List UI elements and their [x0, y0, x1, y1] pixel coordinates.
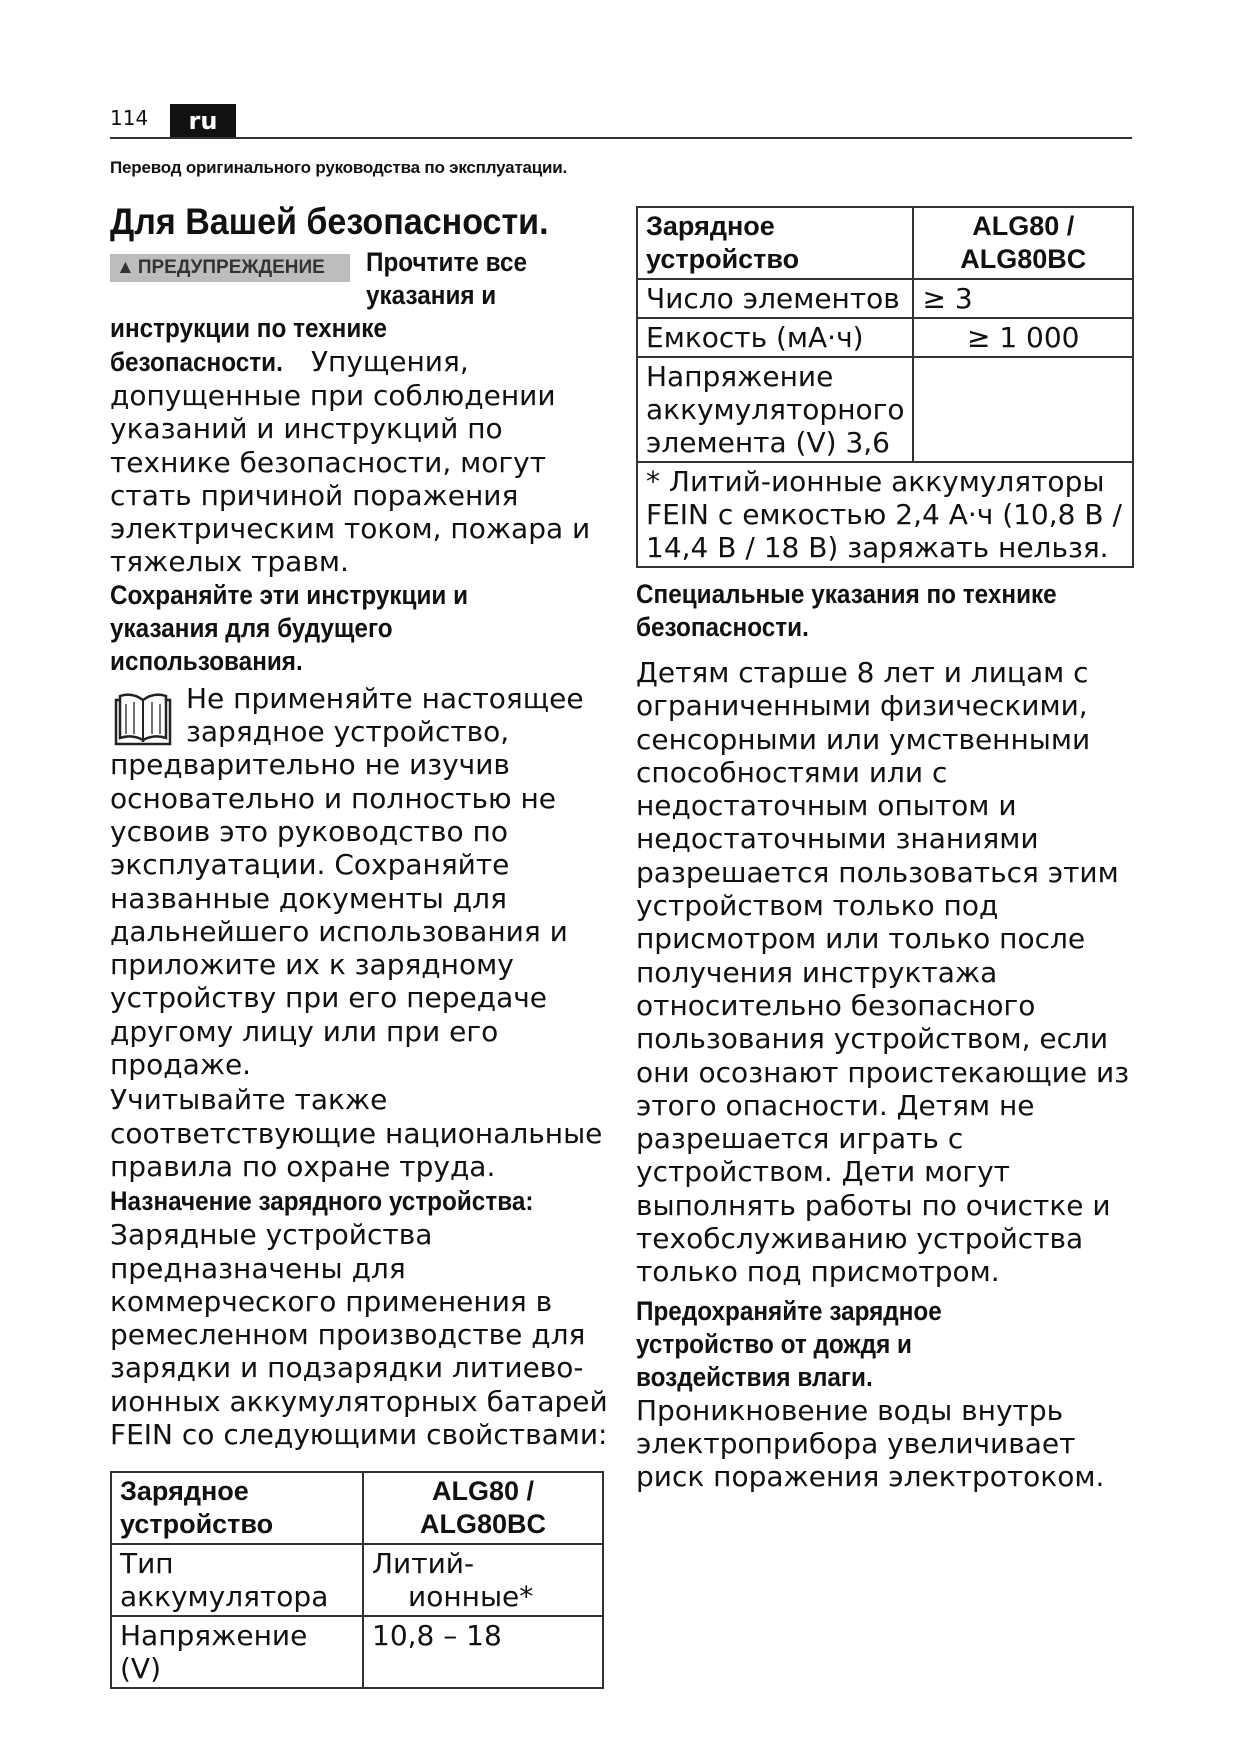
- table-cell-value-line: ионные*: [408, 1580, 534, 1614]
- special-heading-line: безопасности.: [636, 612, 809, 642]
- keep-heading: Сохраняйте эти инструкции и: [110, 579, 469, 610]
- table-cell-value: [363, 1544, 603, 1616]
- table-cell-value: ≥ 1 000: [913, 318, 1133, 357]
- purpose-text: Зарядные устройства предназначены для коммерческого применения в ремесленном производстве для зарядки и подзарядки литиево-ионных аккумуляторных батарей FEIN со следующими свойствами:: [110, 1218, 608, 1452]
- table-cell-label-line: [646, 426, 904, 459]
- warning-lead-line: Прочтите все: [366, 247, 528, 277]
- warning-paragraph: [110, 345, 610, 379]
- table-cell-label: [637, 357, 913, 462]
- table-header-label-line: устройство: [120, 1509, 274, 1540]
- rain-heading-line: воздействия влаги.: [636, 1361, 873, 1392]
- warning-badge: [110, 254, 350, 282]
- table-header-label-line: устройство: [646, 244, 800, 274]
- warning-lead: [366, 246, 545, 312]
- table-row: [637, 279, 1133, 318]
- table-header-model-line: ALG80BC: [419, 1509, 547, 1540]
- table-header-model-line: ALG80 /: [431, 1476, 535, 1507]
- table-cell-value-line: Литий-: [372, 1547, 475, 1581]
- table-cell-label-line: Напряжение: [646, 360, 834, 393]
- table-row: [637, 207, 1133, 279]
- warning-lead-line: указания и: [366, 280, 497, 310]
- table-cell-label-text: элемента (V): [646, 426, 837, 459]
- spec-table-left: [110, 1471, 604, 1689]
- manual-text: Не применяйте настоящее зарядное устройство, предварительно не изучив основательно и полностью не усвоив это руководство по эксплуатации. Сохраняйте названные документы для дальнейшего использования и приложите их к зарядному устройству при его передаче другому лицу или при его продаже.: [110, 681, 584, 1082]
- book-icon: [110, 690, 176, 748]
- table-header-label: [111, 1472, 363, 1544]
- warning-triangle-icon: ▲: [116, 257, 135, 278]
- table-header-model-line: ALG80 /: [972, 211, 1075, 241]
- table-footnote: * Литий-ионные аккумуляторы FEIN с емкостью 2,4 А·ч (10,8 В / 14,4 В / 18 В) заряжать нельзя.: [637, 462, 1133, 567]
- table-row: [637, 357, 1133, 462]
- left-column: [110, 200, 610, 1689]
- spec-table-right: [636, 206, 1134, 568]
- purpose-heading: Назначение зарядного устройства:: [110, 1186, 534, 1217]
- header-rule: [110, 137, 1132, 139]
- table-cell-label: Напряжение (V): [111, 1616, 363, 1688]
- table-cell-value: 10,8 – 18: [363, 1616, 603, 1688]
- rain-heading-line: Предохраняйте зарядное: [636, 1295, 942, 1326]
- warning-badge-label: ПРЕДУПРЕЖДЕНИЕ: [137, 257, 325, 278]
- language-tag: ru: [170, 104, 236, 138]
- special-heading: [636, 578, 1134, 644]
- right-column: [636, 206, 1134, 1494]
- table-row: [111, 1472, 603, 1544]
- children-text: Детям старше 8 лет и лицам с ограниченными физическими, сенсорными или умственными способностями или с недостаточным опытом и недостаточными знаниями разрешается пользоваться этим устройством только под присмотром или только после получения инструктажа относительно безопасного пользования устройством, если они осознают проистекающие из этого опасности. Детям не разрешается играть с устройством. Дети могут выполнять работы по очистке и техобслуживанию устройства только под присмотром.: [636, 656, 1130, 1289]
- warning-text: допущенные при соблюдении указаний и инструкций по технике безопасности, могут стать причиной поражения электрическим током, пожара и тяжелых травм.: [110, 379, 591, 579]
- table-row: [637, 462, 1133, 567]
- table-cell-value: 3,6: [845, 426, 890, 459]
- table-header-label-line: Зарядное: [120, 1476, 249, 1507]
- rain-heading-line: устройство от дождя и: [636, 1328, 912, 1359]
- page-number: 114: [110, 106, 149, 130]
- table-header-model: [913, 207, 1133, 279]
- table-header-label-line: Зарядное: [646, 211, 775, 241]
- table-header-model: [363, 1472, 603, 1544]
- warning-row: [110, 246, 610, 312]
- keep-heading: использования.: [110, 645, 303, 676]
- document-subtitle: Перевод оригинального руководства по эксплуатации.: [110, 158, 568, 177]
- table-cell-label: Тип аккумулятора: [111, 1544, 363, 1616]
- table-row: [111, 1616, 603, 1688]
- table-cell-empty: [913, 357, 1133, 462]
- section-title: Для Вашей безопасности.: [110, 201, 549, 242]
- keep-heading: указания для будущего: [110, 612, 393, 643]
- special-heading-line: Специальные указания по технике: [636, 579, 1057, 609]
- table-cell-label-line: аккумуляторного: [646, 393, 905, 426]
- rain-text: Проникновение воды внутрь электроприбора увеличивает риск поражения электротоком.: [636, 1393, 1105, 1494]
- table-cell-value: ≥ 3: [913, 279, 1133, 318]
- rain-heading: [636, 1295, 1134, 1394]
- table-cell-label: Емкость (мА·ч): [637, 318, 913, 357]
- manual-block: [110, 682, 610, 1082]
- table-header-label: [637, 207, 913, 279]
- table-cell-label: Число элементов: [637, 279, 913, 318]
- warning-lead-line: инструкции по технике: [110, 313, 387, 343]
- national-text: Учитывайте также соответствующие национальные правила по охране труда.: [110, 1083, 603, 1183]
- table-row: [637, 318, 1133, 357]
- table-row: [111, 1544, 603, 1616]
- warning-lead-line: безопасности.: [110, 347, 283, 377]
- warning-text: Упущения,: [302, 345, 469, 378]
- table-header-model-line: ALG80BC: [960, 244, 1087, 274]
